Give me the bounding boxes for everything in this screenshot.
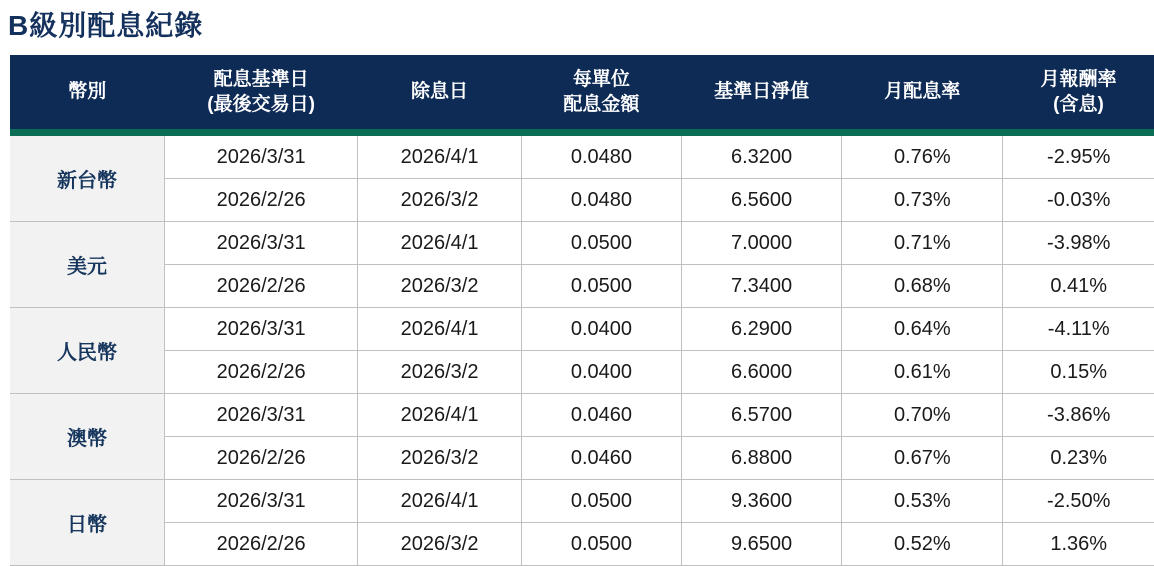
cell-currency: 人民幣: [10, 308, 164, 394]
cell-currency: 美元: [10, 222, 164, 308]
header-monthly-yield: [842, 55, 1003, 129]
cell-nav: 6.5700: [682, 394, 842, 437]
cell-record-date: 2026/2/26: [164, 523, 357, 566]
header-text: 月報酬率: [1040, 68, 1117, 90]
cell-monthly-return: -3.98%: [1003, 222, 1154, 265]
cell-monthly-return: 0.41%: [1003, 265, 1154, 308]
page: [0, 4, 1154, 566]
header-text: 基準日淨值: [714, 81, 810, 103]
cell-dividend-per-unit: 0.0480: [521, 136, 681, 179]
table-row: [10, 437, 1154, 480]
cell-dividend-per-unit: 0.0400: [521, 351, 681, 394]
cell-nav: 7.0000: [682, 222, 842, 265]
cell-record-date: 2026/2/26: [164, 437, 357, 480]
header-text: 配息金額: [563, 94, 640, 115]
cell-monthly-yield: 0.52%: [842, 523, 1003, 566]
cell-monthly-return: -3.86%: [1003, 394, 1154, 437]
table-body: [10, 136, 1154, 566]
page-title: B級別配息紀錄: [8, 10, 204, 41]
cell-monthly-return: 0.15%: [1003, 351, 1154, 394]
cell-monthly-yield: 0.61%: [842, 351, 1003, 394]
cell-nav: 6.2900: [682, 308, 842, 351]
cell-currency: 澳幣: [10, 394, 164, 480]
cell-record-date: 2026/3/31: [164, 308, 357, 351]
cell-currency: 新台幣: [10, 136, 164, 222]
cell-ex-dividend-date: 2026/3/2: [358, 351, 522, 394]
header-text: 每單位: [572, 68, 630, 90]
table-row: [10, 308, 1154, 351]
cell-nav: 9.6500: [682, 523, 842, 566]
cell-ex-dividend-date: 2026/4/1: [358, 394, 522, 437]
table-row: [10, 136, 1154, 179]
cell-dividend-per-unit: 0.0500: [521, 523, 681, 566]
cell-nav: 9.3600: [682, 480, 842, 523]
cell-record-date: 2026/2/26: [164, 179, 357, 222]
cell-nav: 6.8800: [682, 437, 842, 480]
header-monthly-return: [1003, 55, 1154, 129]
table-row: [10, 394, 1154, 437]
cell-nav: 6.3200: [682, 136, 842, 179]
cell-dividend-per-unit: 0.0480: [521, 179, 681, 222]
cell-nav: 7.3400: [682, 265, 842, 308]
cell-monthly-yield: 0.53%: [842, 480, 1003, 523]
cell-record-date: 2026/2/26: [164, 351, 357, 394]
header-record-date: [164, 55, 357, 129]
header-text: 除息日: [411, 81, 469, 103]
header-text: (含息): [1053, 94, 1104, 115]
cell-currency: 日幣: [10, 480, 164, 566]
table-row: [10, 480, 1154, 523]
cell-monthly-return: -0.03%: [1003, 179, 1154, 222]
cell-ex-dividend-date: 2026/3/2: [358, 265, 522, 308]
dividend-record-table: [10, 55, 1154, 566]
cell-monthly-yield: 0.64%: [842, 308, 1003, 351]
cell-record-date: 2026/3/31: [164, 222, 357, 265]
header-text: 配息基準日: [213, 68, 309, 90]
cell-dividend-per-unit: 0.0500: [521, 265, 681, 308]
cell-monthly-yield: 0.76%: [842, 136, 1003, 179]
table-row: [10, 523, 1154, 566]
cell-ex-dividend-date: 2026/3/2: [358, 179, 522, 222]
cell-monthly-yield: 0.73%: [842, 179, 1003, 222]
cell-monthly-yield: 0.68%: [842, 265, 1003, 308]
cell-record-date: 2026/3/31: [164, 136, 357, 179]
header-text: 幣別: [68, 81, 107, 103]
cell-dividend-per-unit: 0.0460: [521, 394, 681, 437]
table-row: [10, 222, 1154, 265]
cell-nav: 6.6000: [682, 351, 842, 394]
cell-dividend-per-unit: 0.0500: [521, 480, 681, 523]
cell-monthly-yield: 0.71%: [842, 222, 1003, 265]
cell-ex-dividend-date: 2026/3/2: [358, 437, 522, 480]
cell-dividend-per-unit: 0.0460: [521, 437, 681, 480]
table-row: [10, 265, 1154, 308]
cell-dividend-per-unit: 0.0500: [521, 222, 681, 265]
cell-nav: 6.5600: [682, 179, 842, 222]
cell-monthly-return: 1.36%: [1003, 523, 1154, 566]
header-dividend-per-unit: [521, 55, 681, 129]
cell-record-date: 2026/3/31: [164, 480, 357, 523]
cell-monthly-yield: 0.70%: [842, 394, 1003, 437]
cell-monthly-return: -2.95%: [1003, 136, 1154, 179]
cell-monthly-return: -2.50%: [1003, 480, 1154, 523]
cell-monthly-return: -4.11%: [1003, 308, 1154, 351]
cell-ex-dividend-date: 2026/4/1: [358, 222, 522, 265]
cell-dividend-per-unit: 0.0400: [521, 308, 681, 351]
cell-record-date: 2026/2/26: [164, 265, 357, 308]
table-header-row: [10, 55, 1154, 129]
cell-ex-dividend-date: 2026/4/1: [358, 480, 522, 523]
cell-monthly-yield: 0.67%: [842, 437, 1003, 480]
table-row: [10, 351, 1154, 394]
cell-monthly-return: 0.23%: [1003, 437, 1154, 480]
header-text: (最後交易日): [207, 94, 315, 115]
header-currency: [10, 55, 164, 129]
accent-divider: [10, 129, 1154, 136]
header-nav: [682, 55, 842, 129]
cell-ex-dividend-date: 2026/4/1: [358, 308, 522, 351]
header-text: 月配息率: [884, 81, 961, 103]
header-ex-dividend-date: [358, 55, 522, 129]
cell-ex-dividend-date: 2026/3/2: [358, 523, 522, 566]
cell-record-date: 2026/3/31: [164, 394, 357, 437]
table-row: [10, 179, 1154, 222]
cell-ex-dividend-date: 2026/4/1: [358, 136, 522, 179]
